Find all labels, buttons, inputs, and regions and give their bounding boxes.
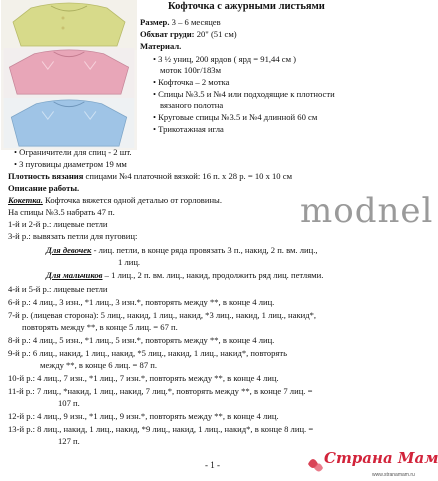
boys-line <box>46 270 323 281</box>
density-line <box>8 171 292 182</box>
material-item-1: • 3 ½ униц, 200 ярдов ( ярд = 91,44 см ) <box>153 54 297 64</box>
girls-line-2: 1 лиц. <box>118 257 141 267</box>
girls-line <box>46 245 318 256</box>
row-12: 12-й р.: 4 лиц., 9 изн., *1 лиц., 9 изн.*, повторять между **, в конце 4 лиц. <box>8 411 279 421</box>
material-item-2: • Кофточка – 2 мотка <box>153 77 230 87</box>
row-9: 9-й р.: 6 лиц., накид, 1 лиц., накид, *5 лиц., накид, 1 лиц., накид*, повторять <box>8 348 288 358</box>
density-label: Плотность вязания <box>8 171 84 181</box>
row-10: 10-й р.: 4 лиц., 7 изн., *1 лиц., 7 изн.*, повторять между **, в конце 4 лиц. <box>8 373 279 383</box>
row-8: 8-й р.: 4 лиц., 5 изн., *1 лиц., 5 изн.*, повторять между **, в конце 4 лиц. <box>8 335 275 345</box>
row-11: 11-й р.: 7 лиц., *накид, 1 лиц., накид, 7 лиц.*, повторять между **, в конце 7 лиц. = <box>8 386 313 396</box>
chest-line <box>140 29 237 40</box>
logo-text: Страна Мам <box>324 449 438 467</box>
row-4-5: 4-й и 5-й р.: лицевые петли <box>8 284 108 294</box>
instruction-line-3: 3-й р.: вывязать петли для пуговиц: <box>8 231 138 241</box>
row-7: 7-й р. (лицевая сторона): 5 лиц., накид, 1 лиц., накид, *3 лиц., накид, 1 лиц., накид*, <box>8 310 317 320</box>
page-number: - 1 - <box>205 460 220 470</box>
material-item-7: • 3 пуговицы диаметром 19 мм <box>14 159 127 169</box>
strana-mam-logo <box>306 449 438 478</box>
row-6: 6-й р.: 4 лиц., 3 изн., *1 лиц., 3 изн.*, повторять между **, в конце 4 лиц. <box>8 297 275 307</box>
row-13: 13-й р.: 8 лиц., накид, 1 лиц., накид, *9 лиц., накид, 1 лиц., накид*, в конце 8 лиц. = <box>8 424 314 434</box>
instruction-line-1: На спицы №3.5 набрать 47 п. <box>8 207 115 217</box>
material-item-4: • Круговые спицы №3.5 и №4 длинной 60 см <box>153 112 318 122</box>
material-item-3: • Спицы №3.5 и №4 или подходящие к плотности <box>153 89 335 99</box>
material-item-3b: вязаного полотна <box>160 100 224 110</box>
yoke-line <box>8 195 222 206</box>
girls-label: Для девочек <box>46 245 92 255</box>
yellow-cardigan-image <box>1 0 137 50</box>
girls-text: - лиц. петли, в конце ряда провязать 3 п., накид, 2 п. вм. лиц., <box>93 245 318 255</box>
boys-text: – 1 лиц., 2 п. вм. лиц., накид, продолжить ряд лиц. петлями. <box>104 270 324 280</box>
logo-url: www.stranamam.ru <box>372 472 415 478</box>
row-9-cont: между **, в конце 6 лиц. = 87 п. <box>40 360 158 370</box>
material-item-6: • Ограничители для спиц - 2 шт. <box>14 147 132 157</box>
cardigans-photo <box>1 0 137 150</box>
material-item-1b: моток 100г/183м <box>160 65 222 75</box>
watermark: modnel <box>300 191 434 231</box>
material-item-5: • Трикотажная игла <box>153 124 224 134</box>
page-title: Кофточка с ажурными листьями <box>168 1 325 12</box>
instruction-line-2: 1-й и 2-й р.: лицевые петли <box>8 219 108 229</box>
chest-value: 20" (51 см) <box>196 29 237 39</box>
size-value: 3 – 6 месяцев <box>171 17 221 27</box>
yoke-text: Кофточка вяжется одной деталью от горловины. <box>45 195 222 205</box>
row-7-cont: повторять между **, в конце 5 лиц. = 67 п. <box>22 322 178 332</box>
yoke-label: Кокетка. <box>8 195 43 205</box>
description-label: Описание работы. <box>8 183 80 193</box>
density-value: спицами №4 платочной вязкой: 16 п. х 28 р. = 10 х 10 см <box>85 171 293 181</box>
row-11-cont: 107 п. <box>58 398 80 408</box>
boys-label: Для мальчиков <box>46 270 103 280</box>
size-label: Размер. <box>140 17 170 27</box>
row-13-cont: 127 п. <box>58 436 80 446</box>
blue-cardigan-image <box>1 98 137 148</box>
size-line <box>140 17 221 28</box>
pink-cardigan-image <box>1 48 137 98</box>
material-label: Материал. <box>140 41 182 51</box>
chest-label: Обхват груди: <box>140 29 195 39</box>
